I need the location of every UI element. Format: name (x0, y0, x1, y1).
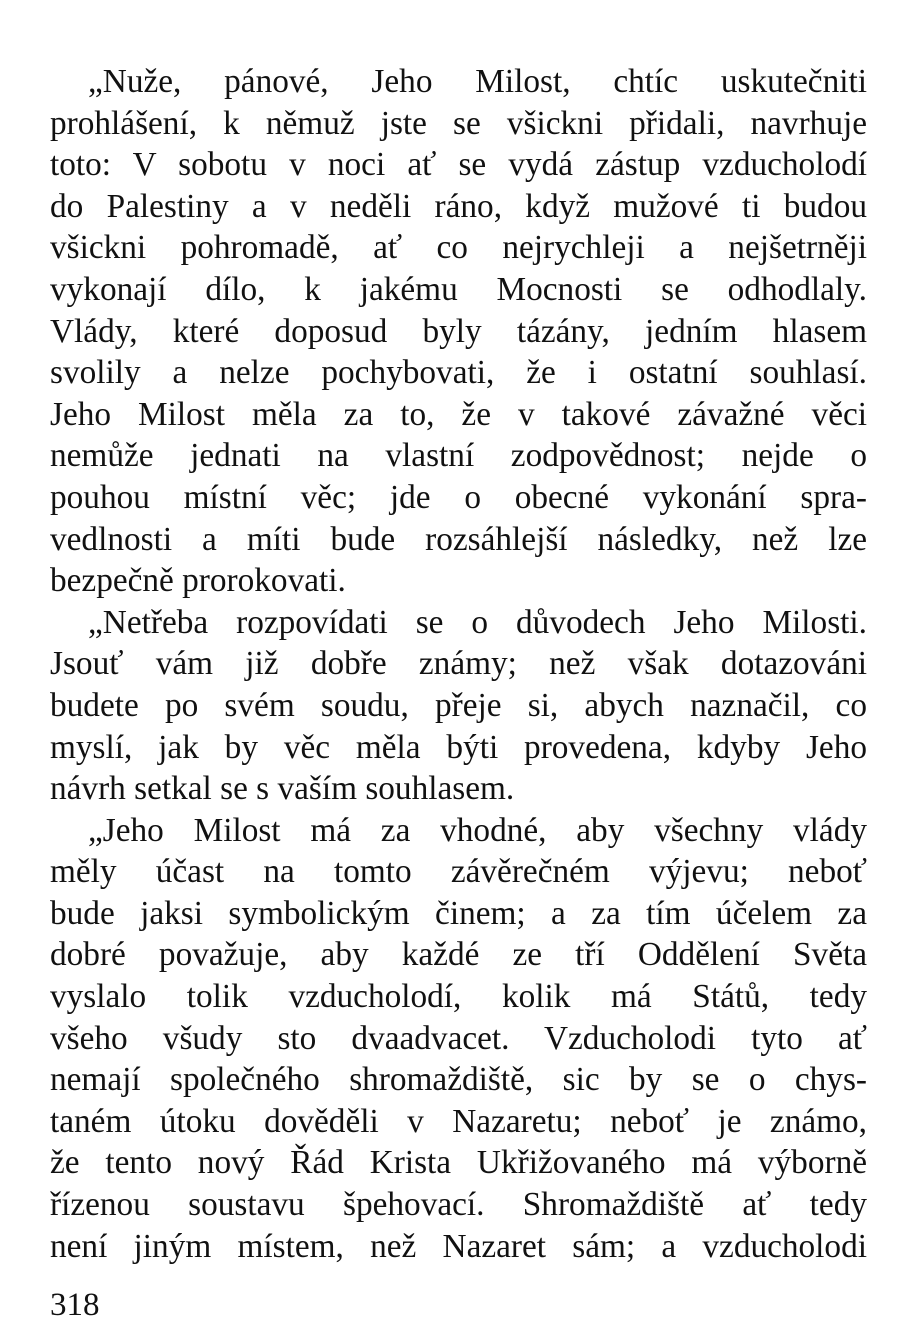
text-line: „Jeho Milost má za vhodné, aby všechny vlády (88, 811, 867, 849)
text-line: do Palestiny a v neděli ráno, když mužové ti budou (50, 187, 867, 225)
text-line: taném útoku dověděli v Nazaretu; neboť je známo, (50, 1102, 867, 1140)
text-line: bezpečně prorokovati. (50, 562, 346, 600)
text-line: vedlnosti a míti bude rozsáhlejší následky, než lze (50, 520, 867, 558)
text-line: pouhou místní věc; jde o obecné vykonání spra- (50, 478, 867, 516)
text-line: prohlášení, k němuž jste se všickni přidali, navrhuje (50, 104, 867, 142)
text-line: řízenou soustavu špehovací. Shromaždiště ať tedy (50, 1186, 867, 1224)
text-line: dobré považuje, aby každé ze tří Oddělení Světa (50, 936, 867, 974)
page-number: 318 (50, 1287, 100, 1323)
body-text (50, 61, 867, 1267)
text-line: nemůže jednati na vlastní zodpovědnost; nejde o (50, 437, 867, 475)
text-line: nemají společného shromaždiště, sic by se o chys- (50, 1061, 867, 1099)
text-line: měly účast na tomto závěrečném výjevu; neboť (50, 853, 867, 891)
text-line: Vlády, které doposud byly tázány, jedním hlasem (50, 312, 867, 350)
text-line: vykonají dílo, k jakému Mocnosti se odhodlaly. (50, 270, 867, 308)
text-line: budete po svém soudu, přeje si, abych naznačil, co (50, 686, 867, 724)
text-line: svolily a nelze pochybovati, že i ostatní souhlasí. (50, 354, 867, 392)
text-line: myslí, jak by věc měla býti provedena, kdyby Jeho (50, 728, 867, 766)
paragraph-1 (50, 61, 867, 602)
text-line: Jsouť vám již dobře známy; než však dotazováni (50, 645, 867, 683)
paragraph-3 (50, 810, 867, 1268)
text-line: není jiným místem, než Nazaret sám; a vzducholodi (50, 1227, 867, 1265)
text-line: bude jaksi symbolickým činem; a za tím účelem za (50, 894, 867, 932)
text-line: vyslalo tolik vzducholodí, kolik má Států, tedy (50, 978, 867, 1016)
paragraph-2 (50, 602, 867, 810)
text-line: všickni pohromadě, ať co nejrychleji a nejšetrněji (50, 229, 867, 267)
text-line: návrh setkal se s vaším souhlasem. (50, 770, 515, 808)
text-line: Jeho Milost měla za to, že v takové závažné věci (50, 395, 867, 433)
text-line: toto: V sobotu v noci ať se vydá zástup vzducholodí (50, 146, 867, 184)
text-line: „Nuže, pánové, Jeho Milost, chtíc uskutečniti (88, 63, 867, 100)
text-line: „Netřeba rozpovídati se o důvodech Jeho Milosti. (88, 603, 867, 641)
text-line: že tento nový Řád Krista Ukřižovaného má výborně (50, 1144, 867, 1182)
text-line: všeho všudy sto dvaadvacet. Vzducholodi tyto ať (50, 1019, 867, 1057)
